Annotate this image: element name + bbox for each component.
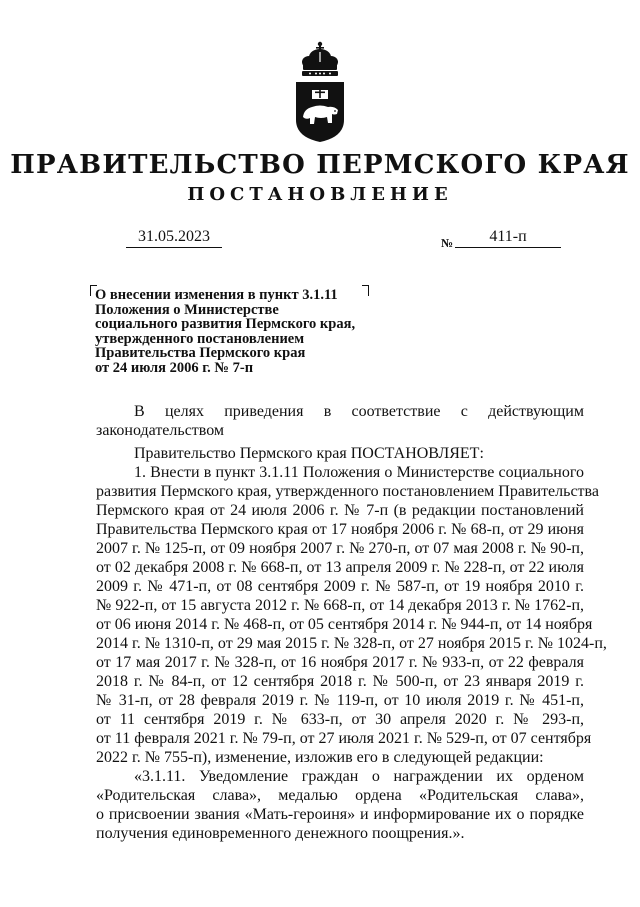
item-line: развития Пермского края, утвержденного постановлением Правительства <box>96 483 599 500</box>
subject-heading <box>95 288 385 376</box>
subject-line: Правительства Пермского края <box>95 345 306 362</box>
item-line: Правительства Пермского края от 17 ноября 2006 г. № 68-п, от 29 июня <box>96 521 584 538</box>
quote-line: о присвоении звания «Мать-героиня» и информирование их о порядке <box>96 806 584 823</box>
document-number: 411-п <box>455 228 561 248</box>
subject-line: Положения о Министерстве <box>95 301 279 318</box>
quote-line: получения единовременного денежного поощрения.». <box>96 825 465 842</box>
subject-line: социального развития Пермского края, <box>95 316 356 333</box>
item-line: от 17 мая 2017 г. № 328-п, от 16 ноября 2017 г. № 933-п, от 22 февраля <box>96 654 584 671</box>
item-line: 2018 г. № 84-п, от 12 сентября 2018 г. № 500-п, от 23 января 2019 г. <box>96 673 584 690</box>
item-line: от 02 декабря 2008 г. № 668-п, от 13 апреля 2009 г. № 228-п, от 22 июля <box>96 559 584 576</box>
government-title: ПРАВИТЕЛЬСТВО ПЕРМСКОГО КРАЯ <box>10 150 630 180</box>
preamble-line: законодательством <box>96 422 225 439</box>
quote-line: «3.1.11. Уведомление граждан о награждении их орденом <box>134 768 584 785</box>
document-date: 31.05.2023 <box>126 228 222 248</box>
number-label: № <box>441 236 454 250</box>
item-line: от 06 июня 2014 г. № 468-п, от 05 сентября 2014 г. № 944-п, от 14 ноября <box>96 616 593 633</box>
perm-krai-coat-of-arms-icon <box>290 40 350 144</box>
item-line: 2007 г. № 125-п, от 09 ноября 2007 г. № 270-п, от 07 мая 2008 г. № 90-п, <box>96 540 584 557</box>
quote-line: «Родительская слава», медалью ордена «Родительская слава», <box>96 787 584 804</box>
item-line: Пермского края от 24 июля 2006 г. № 7-п (в редакции постановлений <box>96 502 584 519</box>
preamble-line: В целях приведения в соответствие с действующим <box>134 403 584 420</box>
document-type: ПОСТАНОВЛЕНИЕ <box>187 184 453 205</box>
item-line: 2014 г. № 1310-п, от 29 мая 2015 г. № 328-п, от 27 ноября 2015 г. № 1024-п, <box>96 635 607 652</box>
item-line: № 922-п, от 15 августа 2012 г. № 668-п, от 14 декабря 2013 г. № 1762-п, <box>96 597 584 614</box>
item-line: 2009 г. № 471-п, от 08 сентября 2009 г. № 587-п, от 19 ноября 2010 г. <box>96 578 584 595</box>
item-line: № 31-п, от 28 февраля 2019 г. № 119-п, от 10 июля 2019 г. № 451-п, <box>96 692 584 709</box>
item-line: от 11 февраля 2021 г. № 79-п, от 27 июля 2021 г. № 529-п, от 07 сентября <box>96 730 592 747</box>
item-line: от 11 сентября 2019 г. № 633-п, от 30 апреля 2020 г. № 293-п, <box>96 711 584 728</box>
subject-line: от 24 июля 2006 г. № 7-п <box>95 359 254 376</box>
item-line: 1. Внести в пункт 3.1.11 Положения о Министерстве социального <box>134 464 584 481</box>
subject-line: О внесении изменения в пункт 3.1.11 <box>95 287 338 303</box>
document-body <box>96 402 607 843</box>
item-line: 2022 г. № 755-п), изменение, изложив его в следующей редакции: <box>96 749 544 766</box>
subject-line: утвержденного постановлением <box>95 330 305 347</box>
decree-line: Правительство Пермского края ПОСТАНОВЛЯЕТ: <box>134 445 484 462</box>
